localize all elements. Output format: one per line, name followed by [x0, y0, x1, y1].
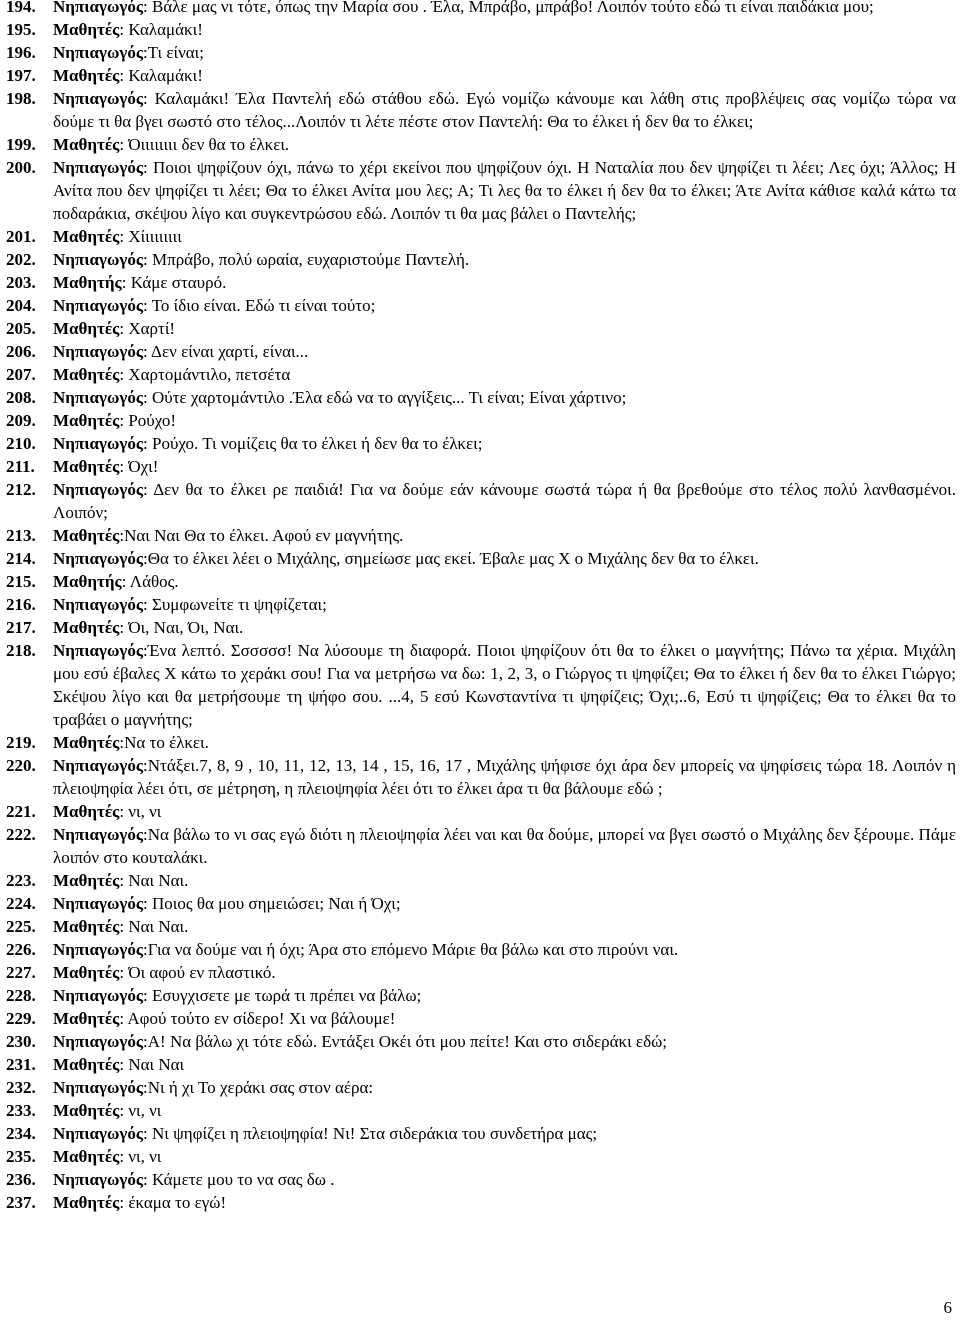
transcript-line — [6, 1053, 956, 1076]
speaker-separator: : — [143, 595, 148, 614]
utterance-text: Χαρτί! — [124, 319, 176, 338]
speaker-name: Νηπιαγωγός — [53, 296, 144, 315]
utterance-text: Καλαμάκι! Έλα Παντελή εδώ στάθου εδώ. Εγώ νομίζω κάνουμε και λάθη στις προβλέψεις σας νομίζω τώρα να δούμε τι θα βγει σωστό στο τέλος...Λοιπόν τι λέτε πέστε στον Παντελή: Θα το έλκει ή δεν θα το έλκει; — [53, 89, 956, 131]
line-number: 231. — [6, 1055, 36, 1074]
line-number: 229. — [6, 1009, 36, 1028]
line-number: 197. — [6, 66, 36, 85]
transcript-line — [6, 984, 956, 1007]
speaker-separator: : — [143, 940, 148, 959]
utterance-text: Ναι Ναι — [124, 1055, 185, 1074]
utterance-text: νι, νι — [124, 1147, 162, 1166]
transcript-line — [6, 1168, 956, 1191]
utterance-text: Όι, Ναι, Όι, Ναι. — [124, 618, 244, 637]
transcript-line — [6, 87, 956, 133]
speaker-name: Νηπιαγωγός — [53, 940, 144, 959]
line-number: 219. — [6, 733, 36, 752]
line-number: 207. — [6, 365, 36, 384]
speaker-separator: : — [143, 986, 148, 1005]
speaker-name: Νηπιαγωγός — [53, 1032, 144, 1051]
utterance-text: Ρούχο! — [124, 411, 177, 430]
speaker-name: Μαθητές — [53, 1147, 120, 1166]
speaker-separator: : — [143, 0, 148, 16]
speaker-name: Νηπιαγωγός — [53, 342, 144, 361]
line-number: 216. — [6, 595, 36, 614]
speaker-name: Μαθητές — [53, 871, 120, 890]
line-number: 220. — [6, 756, 36, 775]
speaker-separator: : — [119, 917, 125, 936]
line-number: 232. — [6, 1078, 36, 1097]
speaker-name: Νηπιαγωγός — [53, 1078, 144, 1097]
transcript-line — [6, 961, 956, 984]
speaker-separator: : — [119, 526, 125, 545]
line-number: 203. — [6, 273, 36, 292]
speaker-name: Νηπιαγωγός — [53, 595, 144, 614]
speaker-name: Μαθητές — [53, 917, 120, 936]
utterance-text: Ναι Ναι. — [124, 917, 189, 936]
line-number: 226. — [6, 940, 36, 959]
speaker-name: Νηπιαγωγός — [53, 894, 144, 913]
speaker-separator: : — [119, 319, 125, 338]
line-number: 196. — [6, 43, 36, 62]
speaker-separator: : — [119, 1101, 125, 1120]
utterance-text: Ένα λεπτό. Σσσσσσ! Να λύσουμε τη διαφορά. Ποιοι ψηφίζουν ότι θα το έλκει ο μαγνήτης; Πάνω τα χέρια. Μιχάλη μου εσύ έβαλες Χ κάτω το χεράκι σου! Για να μετρήσω να δω: 1, 2, 3, ο Γιώργος τι ψηφίζει; Θα το έλκει ή δεν θα το έλκει Γιώργο; Σκέψου λίγο και θα μετρήσουμε τη ψήφο σου. ...4, 5 εσύ Κωνσταντίνα τι ψηφίζεις; Όχι;..6, Εσύ τι ψηφίζεις; Θα το έλκει θα το τραβάει ο μαγνήτης; — [53, 641, 956, 729]
line-number: 199. — [6, 135, 36, 154]
line-number: 218. — [6, 641, 36, 660]
line-number: 212. — [6, 480, 36, 499]
transcript-line — [6, 363, 956, 386]
speaker-name: Μαθητής — [53, 273, 122, 292]
line-number: 234. — [6, 1124, 36, 1143]
speaker-separator: : — [119, 733, 125, 752]
speaker-name: Μαθητές — [53, 802, 120, 821]
transcript-line — [6, 432, 956, 455]
line-number: 215. — [6, 572, 36, 591]
speaker-name: Μαθητές — [53, 1101, 120, 1120]
speaker-separator: : — [143, 549, 148, 568]
utterance-text: Το ίδιο είναι. Εδώ τι είναι τούτο; — [147, 296, 376, 315]
speaker-separator: : — [143, 641, 148, 660]
transcript-line — [6, 455, 956, 478]
transcript-line — [6, 41, 956, 64]
line-number: 236. — [6, 1170, 36, 1189]
speaker-separator: : — [119, 411, 125, 430]
speaker-separator: : — [143, 296, 148, 315]
utterance-text: Δεν θα το έλκει ρε παιδιά! Για να δούμε εάν κάνουμε σωστά τώρα ή θα βρεθούμε στο τέλος πολύ λανθασμένοι. Λοιπόν; — [53, 480, 956, 522]
speaker-name: Νηπιαγωγός — [53, 434, 144, 453]
speaker-name: Νηπιαγωγός — [53, 89, 144, 108]
speaker-separator: : — [119, 1009, 125, 1028]
speaker-name: Μαθητές — [53, 20, 120, 39]
transcript-line — [6, 754, 956, 800]
transcript-line — [6, 869, 956, 892]
utterance-text: Χίιιιιιιιι — [124, 227, 182, 246]
speaker-separator: : — [119, 802, 125, 821]
transcript-line — [6, 478, 956, 524]
line-number: 208. — [6, 388, 36, 407]
transcript-line — [6, 225, 956, 248]
speaker-name: Μαθητές — [53, 1055, 120, 1074]
transcript-line — [6, 0, 956, 18]
utterance-text: Για να δούμε ναι ή όχι; Άρα στο επόμενο Μάριε θα βάλω και στο πιρούνι ναι. — [147, 940, 679, 959]
utterance-text: Όχι! — [124, 457, 159, 476]
speaker-name: Μαθητές — [53, 135, 120, 154]
speaker-name: Νηπιαγωγός — [53, 1124, 144, 1143]
utterance-text: Ναι Ναι Θα το έλκει. Αφού εν μαγνήτης. — [124, 526, 404, 545]
speaker-separator: : — [143, 1032, 148, 1051]
line-number: 205. — [6, 319, 36, 338]
utterance-text: Καλαμάκι! — [124, 66, 203, 85]
line-number: 200. — [6, 158, 36, 177]
speaker-separator: : — [119, 66, 125, 85]
speaker-name: Μαθητής — [53, 572, 122, 591]
speaker-name: Νηπιαγωγός — [53, 549, 144, 568]
transcript-line — [6, 1099, 956, 1122]
transcript-line — [6, 1007, 956, 1030]
utterance-text: Να το έλκει. — [124, 733, 209, 752]
speaker-separator: : — [143, 1078, 148, 1097]
speaker-separator: : — [143, 342, 148, 361]
transcript-line — [6, 317, 956, 340]
speaker-separator: : — [119, 871, 125, 890]
line-number: 235. — [6, 1147, 36, 1166]
utterance-text: Όι αφού εν πλαστικό. — [124, 963, 276, 982]
transcript-line — [6, 156, 956, 225]
transcript-line — [6, 570, 956, 593]
speaker-name: Μαθητές — [53, 1193, 120, 1212]
transcript-line — [6, 800, 956, 823]
utterance-text: Όιιιιιιιι δεν θα το έλκει. — [124, 135, 290, 154]
transcript-line — [6, 1145, 956, 1168]
transcript-line — [6, 1191, 956, 1214]
speaker-name: Νηπιαγωγός — [53, 388, 144, 407]
line-number: 223. — [6, 871, 36, 890]
utterance-text: Συμφωνείτε τι ψηφίζεται; — [147, 595, 327, 614]
line-number: 221. — [6, 802, 36, 821]
transcript-line — [6, 593, 956, 616]
utterance-text: Ρούχο. Τι νομίζεις θα το έλκει ή δεν θα το έλκει; — [147, 434, 483, 453]
speaker-name: Μαθητές — [53, 411, 120, 430]
speaker-separator: : — [143, 388, 148, 407]
transcript-line — [6, 271, 956, 294]
speaker-name: Μαθητές — [53, 963, 120, 982]
speaker-name: Μαθητές — [53, 733, 120, 752]
utterance-text: Να βάλω το νι σας εγώ διότι η πλειοψηφία λέει ναι και θα δούμε, μπορεί να βγει σωστό ο Μιχάλης δεν ξέρουμε. Πάμε λοιπόν στο κουταλάκι. — [53, 825, 956, 867]
utterance-text: Θα το έλκει λέει ο Μιχάλης, σημείωσε μας εκεί. Έβαλε μας Χ ο Μιχάλης δεν θα το έλκει. — [147, 549, 759, 568]
speaker-separator: : — [143, 825, 148, 844]
speaker-name: Μαθητές — [53, 227, 120, 246]
transcript-line — [6, 64, 956, 87]
line-number: 230. — [6, 1032, 36, 1051]
transcript-line — [6, 915, 956, 938]
utterance-text: Ναι Ναι. — [124, 871, 189, 890]
transcript-line — [6, 1030, 956, 1053]
line-number: 227. — [6, 963, 36, 982]
speaker-separator: : — [143, 1124, 148, 1143]
speaker-separator: : — [119, 457, 125, 476]
speaker-name: Νηπιαγωγός — [53, 825, 144, 844]
speaker-name: Μαθητές — [53, 66, 120, 85]
speaker-separator: : — [119, 1147, 125, 1166]
line-number: 217. — [6, 618, 36, 637]
transcript-line — [6, 731, 956, 754]
utterance-text: Νι ή χι Το χεράκι σας στον αέρα: — [147, 1078, 374, 1097]
line-number: 222. — [6, 825, 36, 844]
utterance-text: Α! Να βάλω χι τότε εδώ. Εντάξει Οκέι ότι μου πείτε! Και στο σιδεράκι εδώ; — [147, 1032, 667, 1051]
speaker-separator: : — [143, 434, 148, 453]
speaker-separator: : — [121, 572, 127, 591]
speaker-name: Νηπιαγωγός — [53, 43, 144, 62]
line-number: 201. — [6, 227, 36, 246]
transcript-line — [6, 547, 956, 570]
speaker-separator: : — [119, 963, 125, 982]
speaker-name: Μαθητές — [53, 457, 120, 476]
speaker-name: Μαθητές — [53, 1009, 120, 1028]
utterance-text: Εσυγχισετε με τωρά τι πρέπει να βάλω; — [147, 986, 422, 1005]
speaker-separator: : — [119, 365, 125, 384]
utterance-text: νι, νι — [124, 802, 162, 821]
speaker-name: Μαθητές — [53, 526, 120, 545]
line-number: 237. — [6, 1193, 36, 1212]
utterance-text: Καλαμάκι! — [124, 20, 203, 39]
transcript-line — [6, 409, 956, 432]
transcript-line — [6, 386, 956, 409]
utterance-text: Αφού τούτο εν σίδερο! Χι να βάλουμε! — [124, 1009, 396, 1028]
transcript-line — [6, 892, 956, 915]
speaker-separator: : — [119, 135, 125, 154]
utterance-text: Νι ψηφίζει η πλειοψηφία! Νι! Στα σιδεράκια του συνδετήρα μας; — [147, 1124, 598, 1143]
line-number: 233. — [6, 1101, 36, 1120]
transcript-line — [6, 340, 956, 363]
speaker-separator: : — [143, 894, 148, 913]
speaker-separator: : — [143, 756, 148, 775]
speaker-name: Νηπιαγωγός — [53, 480, 144, 499]
utterance-text: Δεν είναι χαρτί, είναι... — [147, 342, 309, 361]
transcript-line — [6, 639, 956, 731]
speaker-name: Νηπιαγωγός — [53, 158, 144, 177]
utterance-text: Ποιοι ψηφίζουν όχι, πάνω το χέρι εκείνοι που ψηφίζουν όχι. Η Ναταλία που δεν ψηφίζει τι λέει; Λες όχι; Άλλος; Η Ανίτα που δεν ψηφίζει τι λέει; Θα το έλκει Ανίτα μου λες; Α; Τι λες θα το έλκει ή δεν θα το έλκει; Άτε Ανίτα κάθισε καλά κάτω τα ποδαράκια, σκέψου λίγο και συγκεντρώσου εδώ. Λοιπόν τι θα μας βάλει ο Παντελής; — [53, 158, 956, 223]
line-number: 194. — [6, 0, 36, 16]
line-number: 224. — [6, 894, 36, 913]
speaker-name: Νηπιαγωγός — [53, 641, 144, 660]
speaker-separator: : — [143, 480, 148, 499]
speaker-separator: : — [143, 158, 148, 177]
utterance-text: Μπράβο, πολύ ωραία, ευχαριστούμε Παντελή. — [147, 250, 470, 269]
transcript-line — [6, 616, 956, 639]
line-number: 209. — [6, 411, 36, 430]
line-number: 214. — [6, 549, 36, 568]
line-number: 225. — [6, 917, 36, 936]
utterance-text: Ντάξει.7, 8, 9 , 10, 11, 12, 13, 14 , 15, 16, 17 , Μιχάλης ψήφισε όχι άρα δεν μπορείς να ψηφίσεις τώρα 18. Λοιπόν η πλειοψηφία λέει ότι, σε μέτρηση, η πλειοψηφία λέει ότι το έλκει άρα τι θα βάλουμε εδώ ; — [53, 756, 956, 798]
utterance-text: έκαμα το εγώ! — [124, 1193, 227, 1212]
transcript-line — [6, 938, 956, 961]
line-number: 204. — [6, 296, 36, 315]
speaker-separator: : — [119, 1193, 125, 1212]
line-number: 210. — [6, 434, 36, 453]
speaker-name: Νηπιαγωγός — [53, 1170, 144, 1189]
line-number: 213. — [6, 526, 36, 545]
line-number: 195. — [6, 20, 36, 39]
speaker-separator: : — [143, 89, 148, 108]
line-number: 198. — [6, 89, 36, 108]
utterance-text: Λάθος. — [126, 572, 179, 591]
transcript-line — [6, 133, 956, 156]
speaker-name: Νηπιαγωγός — [53, 250, 144, 269]
speaker-name: Μαθητές — [53, 319, 120, 338]
transcript-line — [6, 248, 956, 271]
page-number: 6 — [943, 1298, 952, 1317]
speaker-separator: : — [119, 1055, 125, 1074]
line-number: 228. — [6, 986, 36, 1005]
utterance-text: Τι είναι; — [147, 43, 204, 62]
speaker-name: Μαθητές — [53, 618, 120, 637]
speaker-name: Νηπιαγωγός — [53, 0, 144, 16]
speaker-name: Νηπιαγωγός — [53, 986, 144, 1005]
utterance-text: Ποιος θα μου σημειώσει; Ναι ή Όχι; — [147, 894, 401, 913]
utterance-text: Ούτε χαρτομάντιλο .Έλα εδώ να το αγγίξεις... Τι είναι; Είναι χάρτινο; — [147, 388, 627, 407]
speaker-separator: : — [121, 273, 127, 292]
speaker-separator: : — [143, 250, 148, 269]
speaker-separator: : — [119, 618, 125, 637]
line-number: 202. — [6, 250, 36, 269]
speaker-name: Μαθητές — [53, 365, 120, 384]
utterance-text: Βάλε μας νι τότε, όπως την Μαρία σου . Έλα, Μπράβο, μπράβο! Λοιπόν τούτο εδώ τι είναι παιδάκια μου; — [147, 0, 874, 16]
transcript-line — [6, 18, 956, 41]
utterance-text: Χαρτομάντιλο, πετσέτα — [124, 365, 291, 384]
speaker-separator: : — [119, 20, 125, 39]
transcript-line — [6, 823, 956, 869]
speaker-separator: : — [143, 1170, 148, 1189]
transcript-line — [6, 294, 956, 317]
line-number: 211. — [6, 457, 35, 476]
transcript — [6, 0, 956, 1214]
speaker-separator: : — [119, 227, 125, 246]
transcript-line — [6, 1076, 956, 1099]
transcript-line — [6, 1122, 956, 1145]
utterance-text: Κάμετε μου το να σας δω . — [147, 1170, 335, 1189]
speaker-name: Νηπιαγωγός — [53, 756, 144, 775]
transcript-line — [6, 524, 956, 547]
utterance-text: Κάμε σταυρό. — [126, 273, 227, 292]
utterance-text: νι, νι — [124, 1101, 162, 1120]
speaker-separator: : — [143, 43, 148, 62]
line-number: 206. — [6, 342, 36, 361]
